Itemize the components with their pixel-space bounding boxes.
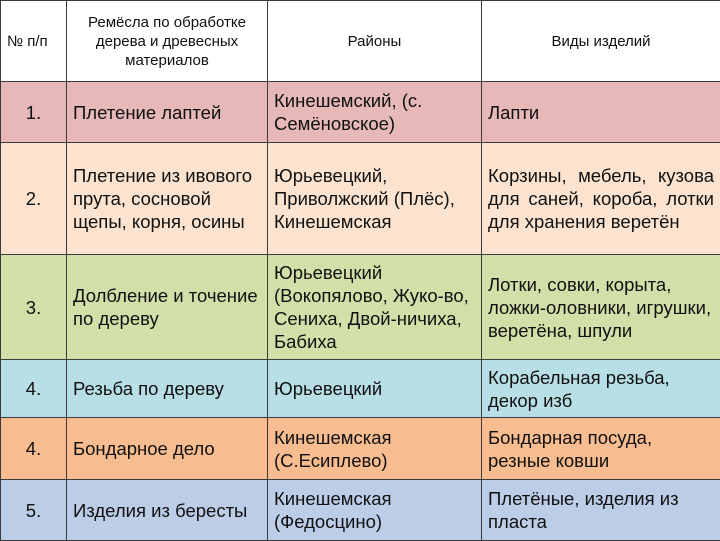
row-craft: Резьба по дереву <box>67 360 268 418</box>
row-districts: Кинешемский, (с. Семёновское) <box>268 82 482 143</box>
row-districts: Юрьевецкий <box>268 360 482 418</box>
row-craft: Бондарное дело <box>67 418 268 480</box>
table-row <box>1 143 720 255</box>
header-row <box>1 1 720 82</box>
header-products: Виды изделий <box>482 1 720 82</box>
row-districts: Юрьевецкий (Вокопялово, Жуко-во, Сениха, Двой-ничиха, Бабиха <box>268 255 482 360</box>
row-products: Бондарная посуда, резные ковши <box>482 418 720 480</box>
row-districts: Кинешемская (Федосцино) <box>268 480 482 541</box>
table-row <box>1 360 720 418</box>
row-products: Лотки, совки, корыта, ложки-оловники, игрушки, веретёна, шпули <box>482 255 720 360</box>
table-row <box>1 255 720 360</box>
row-num: 2. <box>1 143 67 255</box>
row-craft: Плетение из ивового прута, сосновой щепы, корня, осины <box>67 143 268 255</box>
row-num: 4. <box>1 418 67 480</box>
row-num: 1. <box>1 82 67 143</box>
row-products: Корабельная резьба, декор изб <box>482 360 720 418</box>
row-districts: Юрьевецкий, Приволжский (Плёс), Кинешемская <box>268 143 482 255</box>
table-row <box>1 82 720 143</box>
row-craft: Изделия из бересты <box>67 480 268 541</box>
table-row <box>1 418 720 480</box>
row-products: Плетёные, изделия из пласта <box>482 480 720 541</box>
header-num: № п/п <box>1 1 67 82</box>
row-num: 5. <box>1 480 67 541</box>
row-districts: Кинешемская (С.Есиплево) <box>268 418 482 480</box>
row-craft: Плетение лаптей <box>67 82 268 143</box>
header-craft: Ремёсла по обработке дерева и древесных материалов <box>67 1 268 82</box>
row-products: Корзины, мебель, кузова для саней, короба, лотки для хранения веретён <box>482 143 720 255</box>
row-craft: Долбление и точение по дереву <box>67 255 268 360</box>
table-row <box>1 480 720 541</box>
row-num: 3. <box>1 255 67 360</box>
row-products: Лапти <box>482 82 720 143</box>
header-districts: Районы <box>268 1 482 82</box>
row-num: 4. <box>1 360 67 418</box>
